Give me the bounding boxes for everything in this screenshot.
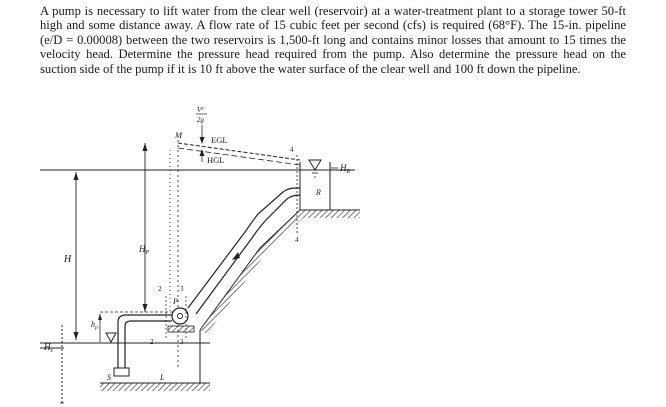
l-label: L bbox=[160, 373, 165, 382]
velocity-head-arrowhead-up bbox=[200, 149, 205, 156]
velocity-head-den: 2g bbox=[197, 116, 204, 124]
suction-pipe-inner bbox=[125, 321, 172, 375]
velocity-head-num: V² bbox=[197, 106, 204, 114]
section-3-top: 3 bbox=[180, 285, 184, 293]
suction-strainer bbox=[114, 368, 129, 376]
h-arrow-top bbox=[74, 172, 79, 180]
pump-hub bbox=[178, 314, 183, 319]
discharge-pipe-lower bbox=[196, 195, 300, 314]
hp-big-label: $H_P$ bbox=[139, 244, 150, 256]
hgl-line bbox=[178, 148, 300, 165]
section-4-bottom: 4 bbox=[295, 236, 299, 244]
egl-line bbox=[178, 143, 300, 160]
clear-well-water-symbol bbox=[106, 333, 116, 342]
problem-statement: A pump is necessary to lift water from the clear well (reservoir) at a water-treatment plant to a storage tower 50-ft high and some distance away. A flow rate of 15 cubic feet per second (cfs) is required (68°F). The 15-in. pipeline (e/D = 0.00008) between the two reservoirs is 1,500-ft long and contains minor losses that amount to 15 times the velocity head. Determine the pressure head required from the pump. Also determine the pressure head on the suction side of the pump if it is 10 ft above the water surface of the clear well and 100 ft down the pipeline. bbox=[40, 4, 626, 76]
hs-label: $H_s$ bbox=[44, 342, 53, 354]
m-label: M bbox=[175, 130, 183, 140]
velocity-head-arrowhead bbox=[200, 137, 205, 144]
hgl-label: HGL bbox=[207, 155, 225, 165]
slope-ground bbox=[200, 210, 360, 330]
r-label: R bbox=[316, 188, 321, 197]
hp-arrow-top bbox=[143, 143, 148, 151]
h-arrow-bottom bbox=[74, 332, 79, 340]
tank-water-symbol bbox=[309, 160, 321, 170]
hp-small-arrow bbox=[98, 314, 102, 320]
section-2-bottom: 2 bbox=[150, 338, 154, 346]
section-2-top: 2 bbox=[158, 285, 162, 293]
flow-arrow bbox=[232, 252, 240, 260]
p-label: P bbox=[173, 297, 178, 306]
hp-arrow-bottom bbox=[143, 304, 148, 312]
h-label: H bbox=[64, 254, 72, 265]
s-label: S bbox=[107, 373, 111, 382]
section-4-top: 4 bbox=[290, 146, 294, 154]
hp-small-label: $h_p$ bbox=[91, 320, 98, 331]
pump-base bbox=[168, 326, 194, 332]
hr-label: $H_R$ bbox=[340, 163, 351, 175]
clear-well-floor bbox=[100, 383, 210, 391]
egl-label: EGL bbox=[211, 135, 228, 145]
section-3-bottom: 3 bbox=[180, 338, 184, 346]
suction-pipe-outer bbox=[118, 315, 172, 375]
